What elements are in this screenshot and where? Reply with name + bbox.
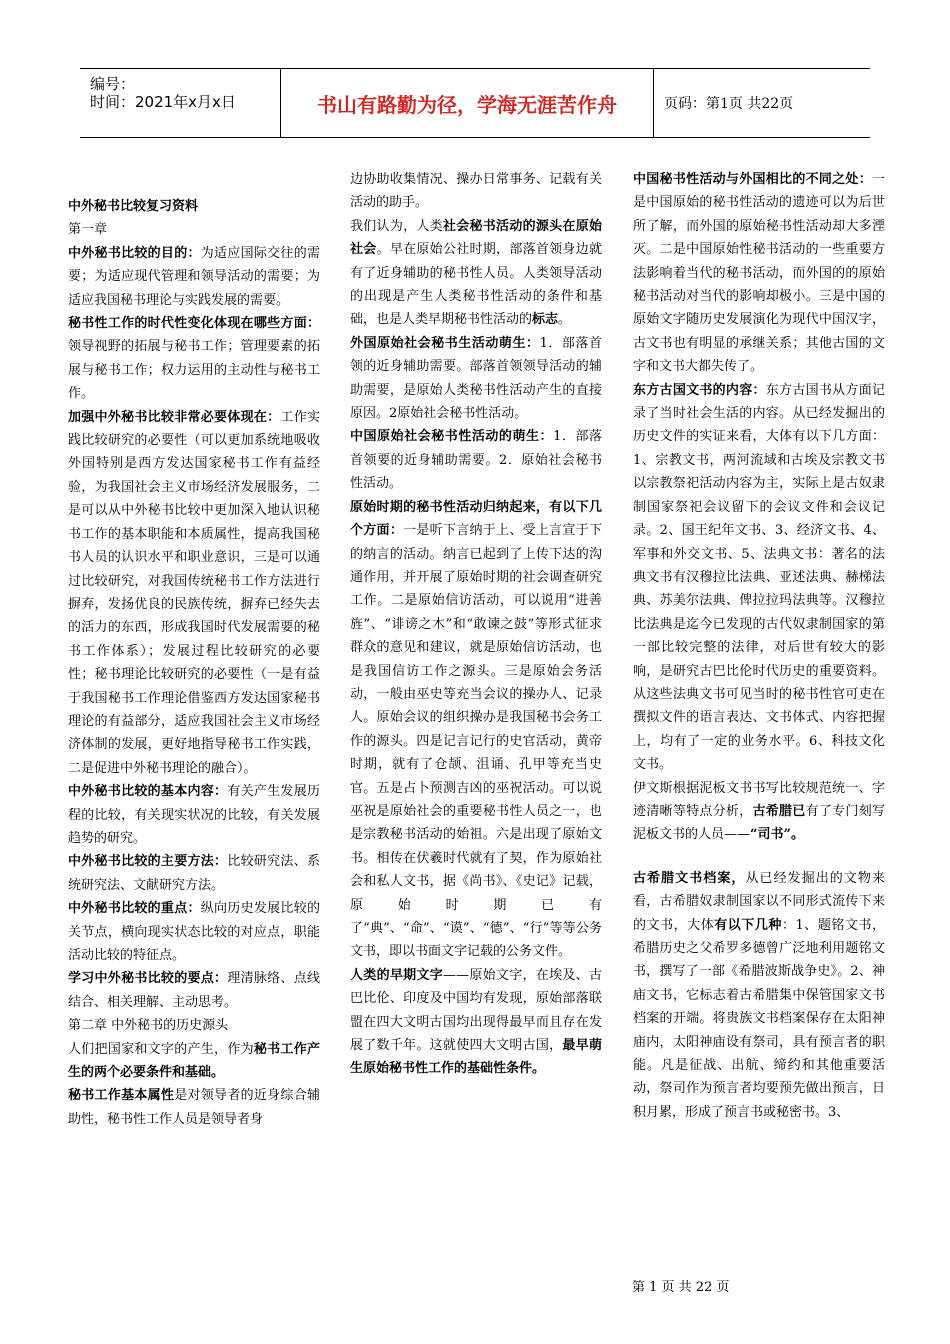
bold-term: 人类的早期文字 (350, 967, 444, 983)
bold-term: “司书”。 (750, 827, 804, 843)
bold-term: 秘书工作产生的两个必要条件和基础。 (68, 1041, 320, 1081)
paragraph (350, 964, 602, 1081)
body-text: 理清脉络、点线结合、相关理解、主动思考。 (68, 971, 320, 1010)
paragraph (68, 406, 320, 781)
paragraph (633, 168, 885, 379)
number-label: 编号： (90, 75, 136, 93)
header-motto-cell (281, 69, 654, 137)
bold-term: 外国原始社会秘书生活动萌生： (350, 335, 540, 351)
body-text: 一是中国原始的秘书性活动的遗迹可以为后世所了解，而外国的原始秘书性活动却大多湮灭。二是中国原始性秘书活动的一些重要方法影响着当代的秘书活动，而外国的的原始秘书活动对当代的影响却极小。三是中国的原始文字随历史发展演化为现代中国汉字，古文书也有明显的承继关系；其他古国的文字和文书大都失传了。 (633, 172, 885, 375)
body-text: 一是听下言纳于上、受上言宣于下的纳言的活动。纳言已起到了上传下达的沟通作用，并开展了原始时期的社会调查研究工作。二是原始信访活动，可以说用“进善旌”、“诽谤之木”和“敢谏之鼓”等形式征求群众的意见和建议，就是原始信访活动，也是我国信访工作之源头。三是原始会务活动，一般由巫史等充当会议的操办人、记录人。原始会议的组织操办是我国秘书会务工作的源头。四是记言记行的史官活动，黄帝时期，就有了仓颉、沮诵、孔甲等充当史官。五是占卜预测吉凶的巫祝活动。可以说巫祝是原始社会的重要秘书性人员之一，也是宗教秘书活动的始祖。六是出现了原始文书。相传在伏羲时代就有了契，作为原始社会和私人文书，据《尚书》、《史记》记载，原始时期已有了“典”、“命”、“谟”、“德”、“行”等等公务文书，即以书面文字记载的公务文件。 (350, 523, 602, 960)
paragraph (68, 780, 320, 850)
motto: 书山有路勤为径，学海无涯苦作舟 (317, 92, 617, 117)
body-text: 从已经发掘出的文物来看，古希腊奴隶制国家以不同形式流传下来的文书，大体 (633, 870, 885, 933)
page-footer: 第 1 页 共 22 页 (632, 1280, 730, 1295)
bold-term: 中国秘书性活动与外国相比的不同之处： (633, 172, 872, 187)
paragraph-gap (633, 847, 885, 867)
paragraph (68, 218, 320, 241)
body-text: 工作实践比较研究的必要性（可以更加系统地吸收外国特别是西方发达国家秘书工作有益经验，为我国社会主义市场经济发展服务，二是可以从中外秘书比较中更加深入地认识秘书工作的基本职能和本质属性，提高我国秘书人员的认识水平和职业意识，三是可以通过比较研究，对我国传统秘书工作方法进行摒弃，发扬优良的民族传统，摒弃已经失去的活力的东西，形成我国时代发展需要的秘书工作体系）；发展过程比较研究的必要性；秘书理论比较研究的必要性（一是有益于我国秘书工作理论借鉴西方发达国家秘书理论的有益部分，适应我国社会主义市场经济体制的发展，更好地指导秘书工作实践，二是促进中外秘书理论的融合）。 (68, 409, 320, 776)
body-text: ——原始文字，在埃及、古巴比伦、印度及中国均有发现，原始部落联盟在四大文明古国均出现得最早而且存在发展了数千年。这就使四大文明古国， (350, 967, 602, 1054)
paragraph (633, 867, 885, 1124)
body-text: 东方古国书从方面记录了当时社会生活的内容。从已经发掘出的历史文件的实证来看，大体有以下几方面：1、宗教文书，两河流域和古埃及宗教文书以宗教祭祀活动内容为主，实际上是古奴隶制国家祭祀会议留下的会议文件和会议记录。2、国王纪年文书、3、经济文书、4、军事和外交文书、5、法典文书：著名的法典文书有汉穆拉比法典、亚述法典、赫梯法典、苏美尔法典、俾拉拉玛法典等。汉穆拉比法典是迄今已发现的古代奴隶制国家的第一部比较完整的法律，对后世有较大的影响，是研究古巴比伦时代历史的重要资料。从这些法典文书可见当时的秘书性官可吏在撰拟文件的语言表达、文书体式、内容把握上，均有了一定的业务水平。6、科技文化文书。 (633, 382, 885, 773)
paragraph (68, 850, 320, 897)
body-text: 。早在原始公社时期，部落首领身边就有了近身辅助的秘书性人员。人类领导活动的出现是产生人类秘书性活动的条件和基础，也是人类早期秘书性活动的 (350, 242, 602, 328)
body-text: 是对领导者的近身综合辅助性，秘书性工作人员是领导者身 (68, 1088, 320, 1127)
bold-term: 有以下几种 (714, 917, 782, 933)
body-text: 1．部落首领的近身辅助需要。部落首领领导活动的辅助需要，是原始人类秘书性活动产生的直接原因。2原始社会秘书性活动。 (350, 335, 602, 422)
paragraph (68, 1084, 320, 1131)
bold-term: 东方古国文书的内容： (633, 382, 766, 398)
time-label: 时间：2021年x月x日 (90, 93, 236, 111)
paragraph (350, 496, 602, 964)
paragraph (350, 168, 602, 215)
body-text: 我们认为，人类 (350, 218, 443, 234)
page-info: 页码：第1页 共22页 (664, 96, 794, 112)
paragraph (68, 897, 320, 967)
column-left (68, 195, 320, 1131)
header-table (80, 68, 870, 138)
bold-term: 中外秘书比较的重点： (68, 901, 201, 917)
paragraph (633, 379, 885, 777)
bold-term: 中外秘书比较的基本内容： (68, 784, 228, 800)
bold-term: 古希腊已 (752, 803, 806, 819)
bold-term: 秘书性工作的时代性变化体现在哪些方面： (68, 316, 320, 332)
paragraph (68, 242, 320, 312)
body-text: 有了专门刻写泥板文书的人员—— (633, 803, 885, 843)
bold-term: 中国原始社会秘书性活动的萌生： (350, 429, 554, 445)
bold-term: 秘书工作基本属性 (68, 1088, 175, 1104)
column-right (633, 168, 885, 1124)
bold-term: 中外秘书比较的目的： (68, 245, 201, 261)
paragraph (68, 967, 320, 1014)
paragraph (68, 195, 320, 218)
body-text: 1．部落首领要的近身辅助需要。2．原始社会秘书性活动。 (350, 429, 602, 492)
body-text: 纵向历史发展比较的关节点，横向现实状态比较的对应点，职能活动比较的特征点。 (68, 901, 320, 963)
paragraph (68, 1014, 320, 1037)
body-text: 有关产生发展历程的比较，有关现实状况的比较，有关发展趋势的研究。 (68, 784, 320, 846)
paragraph (68, 312, 320, 406)
body-text: 伊文斯根据泥板文书书写比较规范统一、字迹清晰等特点分析， (633, 780, 885, 819)
paragraph (350, 215, 602, 332)
header-page-cell (654, 69, 870, 137)
body-text: 边协助收集情况、操办日常事务、记载有关活动的助手。 (350, 172, 602, 211)
body-text: 第一章 (68, 222, 108, 238)
bold-term: 标志 (532, 312, 559, 328)
body-text: 人们把国家和文字的产生，作为 (68, 1041, 254, 1057)
paragraph (350, 425, 602, 495)
bold-term: 社会秘书活动的源头在原始社会 (350, 218, 602, 258)
paragraph (633, 777, 885, 847)
bold-term: 古希腊文书档案， (633, 870, 746, 886)
bold-term: 加强中外秘书比较非常必要体现在： (68, 409, 281, 425)
body-text: 领导视野的拓展与秘书工作；管理要素的拓展与秘书工作；权力运用的主动性与秘书工作。 (68, 339, 320, 402)
header-meta-cell (80, 69, 281, 137)
body-text: 比较研究法、系统研究法、文献研究方法。 (68, 854, 320, 893)
bold-term: 最早萌生原始秘书性工作的基础性条件。 (350, 1038, 602, 1077)
body-text: ：1、题铭文书，希腊历史之父希罗多德曾广泛地利用题铭文书，撰写了一部《希腊波斯战争史》。2、神庙文书，它标志着古希腊集中保管国家文书档案的开端。将贵族文书档案保存在太阳神庙内，太阳神庙设有祭司，具有预言者的职能。凡是征战、出航、缔约和其他重要活动，祭司作为预言者均要预先做出预言，日积月累，形成了预言书或秘密书。3、 (633, 917, 885, 1120)
bold-term: 原始时期的秘书性活动归纳起来，有以下几个方面： (350, 499, 602, 539)
paragraph (68, 1038, 320, 1085)
paragraph (350, 332, 602, 426)
body-text: 第二章 中外秘书的历史源头 (68, 1018, 229, 1034)
bold-term: 中外秘书比较复习资料 (68, 199, 199, 214)
body-text: 。 (558, 312, 572, 328)
bold-term: 学习中外秘书比较的要点： (68, 971, 228, 987)
body-text: 为适应国际交往的需要；为适应现代管理和领导活动的需要；为适应我国秘书理论与实践发展的需要。 (68, 245, 320, 308)
bold-term: 中外秘书比较的主要方法： (68, 854, 228, 870)
column-middle (350, 168, 602, 1081)
